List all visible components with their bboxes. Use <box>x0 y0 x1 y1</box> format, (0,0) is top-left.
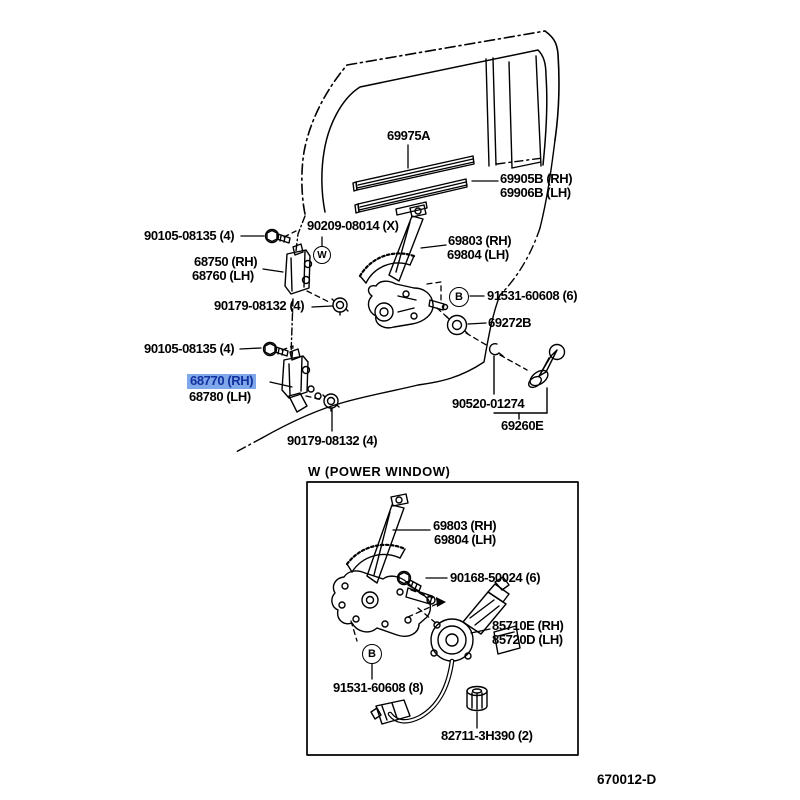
figure-code: 670012-D <box>597 772 657 787</box>
label-bolt-lower: 90105-08135 (4) <box>144 341 235 356</box>
pw-label-harness-clamp: 82711-3H390 (2) <box>441 728 533 743</box>
pw-label-regulator-rh: 69803 (RH) <box>433 518 497 533</box>
label-hinge-lower-rh-selected[interactable]: 68770 (RH) <box>187 374 256 389</box>
glass-run-channel-strips <box>353 156 474 215</box>
bolt-marker-circle-pw: B <box>362 644 382 664</box>
label-channel-lh: 69906B (LH) <box>500 185 571 200</box>
grommet-icon <box>446 316 468 335</box>
label-crank-handle: 69260E <box>501 418 544 433</box>
label-bolt-upper: 90105-08135 (4) <box>144 228 235 243</box>
upper-hinge-drawing <box>285 244 312 294</box>
label-nut-upper: 90179-08132 (4) <box>214 298 305 313</box>
label-regulator-lh: 69804 (LH) <box>447 247 509 262</box>
pw-label-regulator-lh: 69804 (LH) <box>434 532 496 547</box>
label-handle-spacer: 90520-01274 <box>452 396 525 411</box>
label-reg-bolt-6: 91531-60608 (6) <box>487 288 578 303</box>
label-hinge-upper-lh: 68760 (LH) <box>192 268 254 283</box>
power-window-marker-circle: W <box>313 246 331 264</box>
lower-hinge-drawing <box>282 349 321 412</box>
label-nut-lower: 90179-08132 (4) <box>287 433 378 448</box>
label-grommet: 69272B <box>488 315 532 330</box>
pw-label-motor-bolt: 90168-50024 (6) <box>450 570 541 585</box>
bolt-marker-circle-main: B <box>449 287 469 307</box>
crank-handle-icon <box>527 345 565 390</box>
label-glass-run: 69975A <box>387 128 431 143</box>
snap-ring-icon <box>490 344 503 356</box>
label-hinge-upper-rh: 68750 (RH) <box>194 254 258 269</box>
harness-clamp-icon <box>467 687 487 711</box>
dash-arrowhead <box>436 597 446 607</box>
window-division-bar <box>486 56 541 168</box>
label-channel-rh: 69905B (RH) <box>500 171 573 186</box>
pw-label-reg-bolt-8: 91531-60608 (8) <box>333 680 424 695</box>
pw-inset-title: W (POWER WINDOW) <box>308 464 451 479</box>
pw-regulator-drawing <box>332 494 435 636</box>
nut-icon-upper <box>332 298 348 315</box>
label-screw-x: 90209-08014 (X) <box>307 218 399 233</box>
pw-label-motor-rh: 85710E (RH) <box>492 618 564 633</box>
label-hinge-lower-lh: 68780 (LH) <box>189 389 251 404</box>
label-regulator-rh: 69803 (RH) <box>448 233 512 248</box>
pw-label-motor-lh: 85720D (LH) <box>492 632 563 647</box>
